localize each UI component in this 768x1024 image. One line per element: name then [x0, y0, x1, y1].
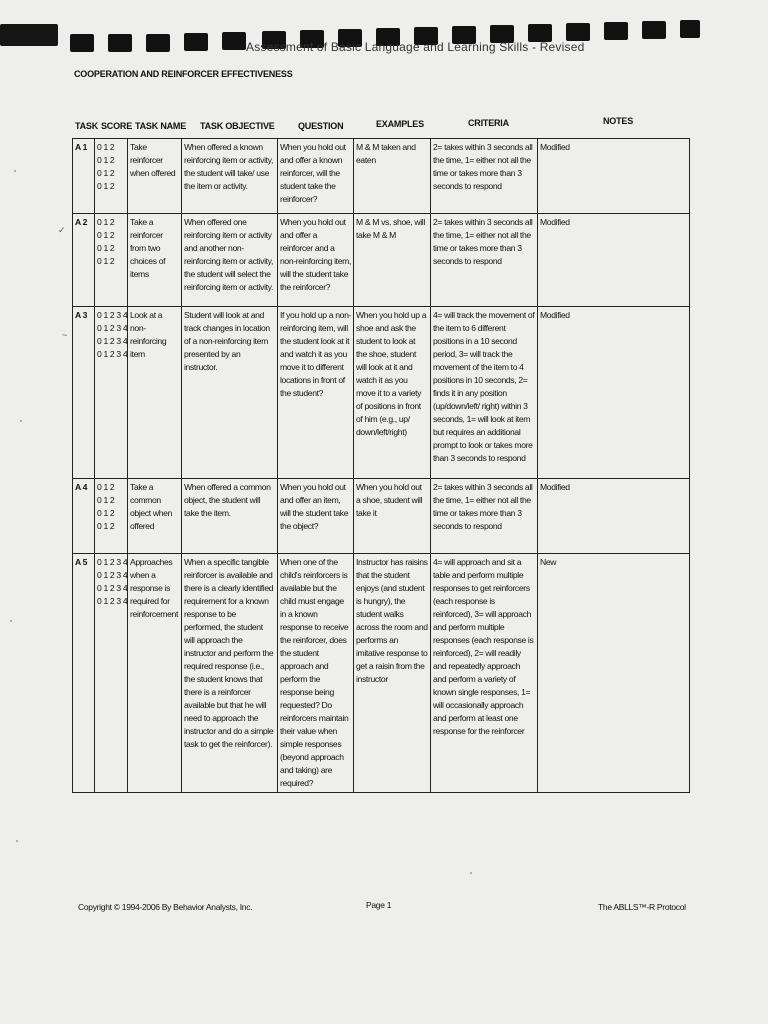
- task-objective-cell: When a specific tangible reinforcer is available and there is a clearly identified requirement for a known response to be performed, the student will approach the instructor and perform the required response (i.e., the student knows that there is a reinforcer available but that he will need to approach the instructor and do a simple task to get the reinforcer).: [182, 554, 278, 793]
- table-row: [73, 307, 690, 479]
- criteria-cell: 2= takes within 3 seconds all the time, 1= either not all the time or takes more than 3 seconds to respond: [431, 214, 538, 307]
- footer-page-number: Page 1: [366, 900, 392, 910]
- score-options[interactable]: 0 1 2: [97, 508, 115, 518]
- task-objective-cell: When offered a common object, the student will take the item.: [182, 479, 278, 554]
- scan-speck: [16, 840, 18, 842]
- task-objective-cell: When offered a known reinforcing item or activity, the student will take/ use the item or activity.: [182, 139, 278, 214]
- score-options[interactable]: 0 1 2: [97, 155, 115, 165]
- task-id-cell: A 4: [73, 479, 95, 554]
- score-options[interactable]: 0 1 2: [97, 482, 115, 492]
- section-title: COOPERATION AND REINFORCER EFFECTIVENESS: [74, 69, 293, 79]
- examples-cell: M & M taken and eaten: [354, 139, 431, 214]
- table-row: [73, 479, 690, 554]
- question-cell: If you hold up a non-reinforcing item, will the student look at it and watch it as you move it to different locations in front of the student?: [278, 307, 354, 479]
- score-options[interactable]: 0 1 2 3 4: [97, 557, 128, 567]
- score-options[interactable]: 0 1 2 3 4: [97, 310, 128, 320]
- score-cell: [95, 214, 128, 307]
- task-name-cell: Take a common object when offered: [128, 479, 182, 554]
- score-cell: [95, 554, 128, 793]
- task-name-cell: Look at a non-reinforcing item: [128, 307, 182, 479]
- score-options[interactable]: 0 1 2: [97, 217, 115, 227]
- task-objective-cell: When offered one reinforcing item or activity and another non-reinforcing item or activity, the student will select the reinforcing item or activity.: [182, 214, 278, 307]
- column-header-criteria: CRITERIA: [468, 118, 509, 128]
- column-header-task: TASK: [75, 121, 99, 131]
- task-objective-cell: Student will look at and track changes in location of a non-reinforcing item presented by an instructor.: [182, 307, 278, 479]
- notes-cell: Modified: [538, 214, 690, 307]
- column-header-score: SCORE: [101, 121, 133, 131]
- column-header-examples: EXAMPLES: [376, 119, 424, 129]
- column-header-notes: NOTES: [603, 116, 634, 126]
- score-options[interactable]: 0 1 2 3 4: [97, 570, 128, 580]
- question-cell: When you hold out and offer a reinforcer and a non-reinforcing item, will the student take the reinforcer?: [278, 214, 354, 307]
- column-header-task-name: TASK NAME: [135, 121, 187, 131]
- scan-speck: [20, 420, 22, 422]
- score-options[interactable]: 0 1 2: [97, 521, 115, 531]
- pencil-arrow-mark: ~: [62, 330, 68, 340]
- scan-speck: [470, 872, 472, 874]
- column-header-task-objective: TASK OBJECTIVE: [200, 121, 275, 131]
- examples-cell: When you hold out a shoe, student will take it: [354, 479, 431, 554]
- score-cell: [95, 479, 128, 554]
- criteria-cell: 4= will track the movement of the item to 6 different positions in a 10 second period, 3= will track the movement of the item to 4 positions in 10 seconds, 2= finds it in any position (up/down/left/ right) within 3 seconds, 1= will look at item but requires an additional prompt to look or takes more than 3 seconds to respond: [431, 307, 538, 479]
- notes-cell: New: [538, 554, 690, 793]
- task-id-cell: A 5: [73, 554, 95, 793]
- score-options[interactable]: 0 1 2: [97, 495, 115, 505]
- task-name-cell: Take a reinforcer from two choices of items: [128, 214, 182, 307]
- question-cell: When you hold out and offer a known reinforcer, will the student take the reinforcer?: [278, 139, 354, 214]
- form-title: Assessment of Basic Language and Learning Skills - Revised: [246, 40, 585, 54]
- question-cell: When you hold out and offer an item, will the student take the object?: [278, 479, 354, 554]
- score-cell: [95, 307, 128, 479]
- score-options[interactable]: 0 1 2: [97, 230, 115, 240]
- task-id-cell: A 3: [73, 307, 95, 479]
- table-row: [73, 214, 690, 307]
- score-options[interactable]: 0 1 2 3 4: [97, 336, 128, 346]
- score-options[interactable]: 0 1 2: [97, 256, 115, 266]
- column-header-question: QUESTION: [298, 121, 344, 131]
- table-row: [73, 554, 690, 793]
- notes-cell: Modified: [538, 139, 690, 214]
- question-cell: When one of the child's reinforcers is available but the child must engage in a known response to receive the reinforcer, does the student approach and perform the response being requested? Do reinforcers maintain their value when simple responses (beyond approach and taking) are required?: [278, 554, 354, 793]
- scan-speck: [14, 170, 16, 172]
- assessment-table: [72, 138, 690, 793]
- criteria-cell: 2= takes within 3 seconds all the time, 1= either not all the time or takes more than 3 seconds to respond: [431, 139, 538, 214]
- examples-cell: When you hold up a shoe and ask the student to look at the shoe, student will look at it and watch it as you move it to a variety of positions in front of him (e.g., up/ down/left/right): [354, 307, 431, 479]
- task-name-cell: Approaches when a response is required for reinforcement: [128, 554, 182, 793]
- footer-copyright: Copyright © 1994-2006 By Behavior Analysts, Inc.: [78, 902, 253, 912]
- score-options[interactable]: 0 1 2 3 4: [97, 349, 128, 359]
- task-id-cell: A 2: [73, 214, 95, 307]
- notes-cell: Modified: [538, 307, 690, 479]
- task-name-cell: Take reinforcer when offered: [128, 139, 182, 214]
- table-row: [73, 139, 690, 214]
- score-options[interactable]: 0 1 2 3 4: [97, 583, 128, 593]
- score-options[interactable]: 0 1 2: [97, 243, 115, 253]
- notes-cell: Modified: [538, 479, 690, 554]
- criteria-cell: 2= takes within 3 seconds all the time, 1= either not all the time or takes more than 3 seconds to respond: [431, 479, 538, 554]
- examples-cell: M & M vs. shoe, will take M & M: [354, 214, 431, 307]
- criteria-cell: 4= will approach and sit a table and perform multiple responses to get reinforcers (each response is reinforced), 3= will approach and perform multiple responses (each response is reinforced), 2= will readily and repeatedly approach and perform a variety of known single responses, 1= will occasionally approach and perform at least one response for the reinforcer: [431, 554, 538, 793]
- score-options[interactable]: 0 1 2: [97, 168, 115, 178]
- score-options[interactable]: 0 1 2: [97, 142, 115, 152]
- score-options[interactable]: 0 1 2 3 4: [97, 596, 128, 606]
- task-id-cell: A 1: [73, 139, 95, 214]
- footer-protocol: The ABLLS™-R Protocol: [598, 902, 686, 912]
- score-options[interactable]: 0 1 2 3 4: [97, 323, 128, 333]
- examples-cell: Instructor has raisins that the student enjoys (and student is hungry), the student walks across the room and performs an imitative response to get a raisin from the instructor: [354, 554, 431, 793]
- pencil-check-mark: ✓: [58, 225, 66, 235]
- score-cell: [95, 139, 128, 214]
- score-options[interactable]: 0 1 2: [97, 181, 115, 191]
- scan-speck: [10, 620, 12, 622]
